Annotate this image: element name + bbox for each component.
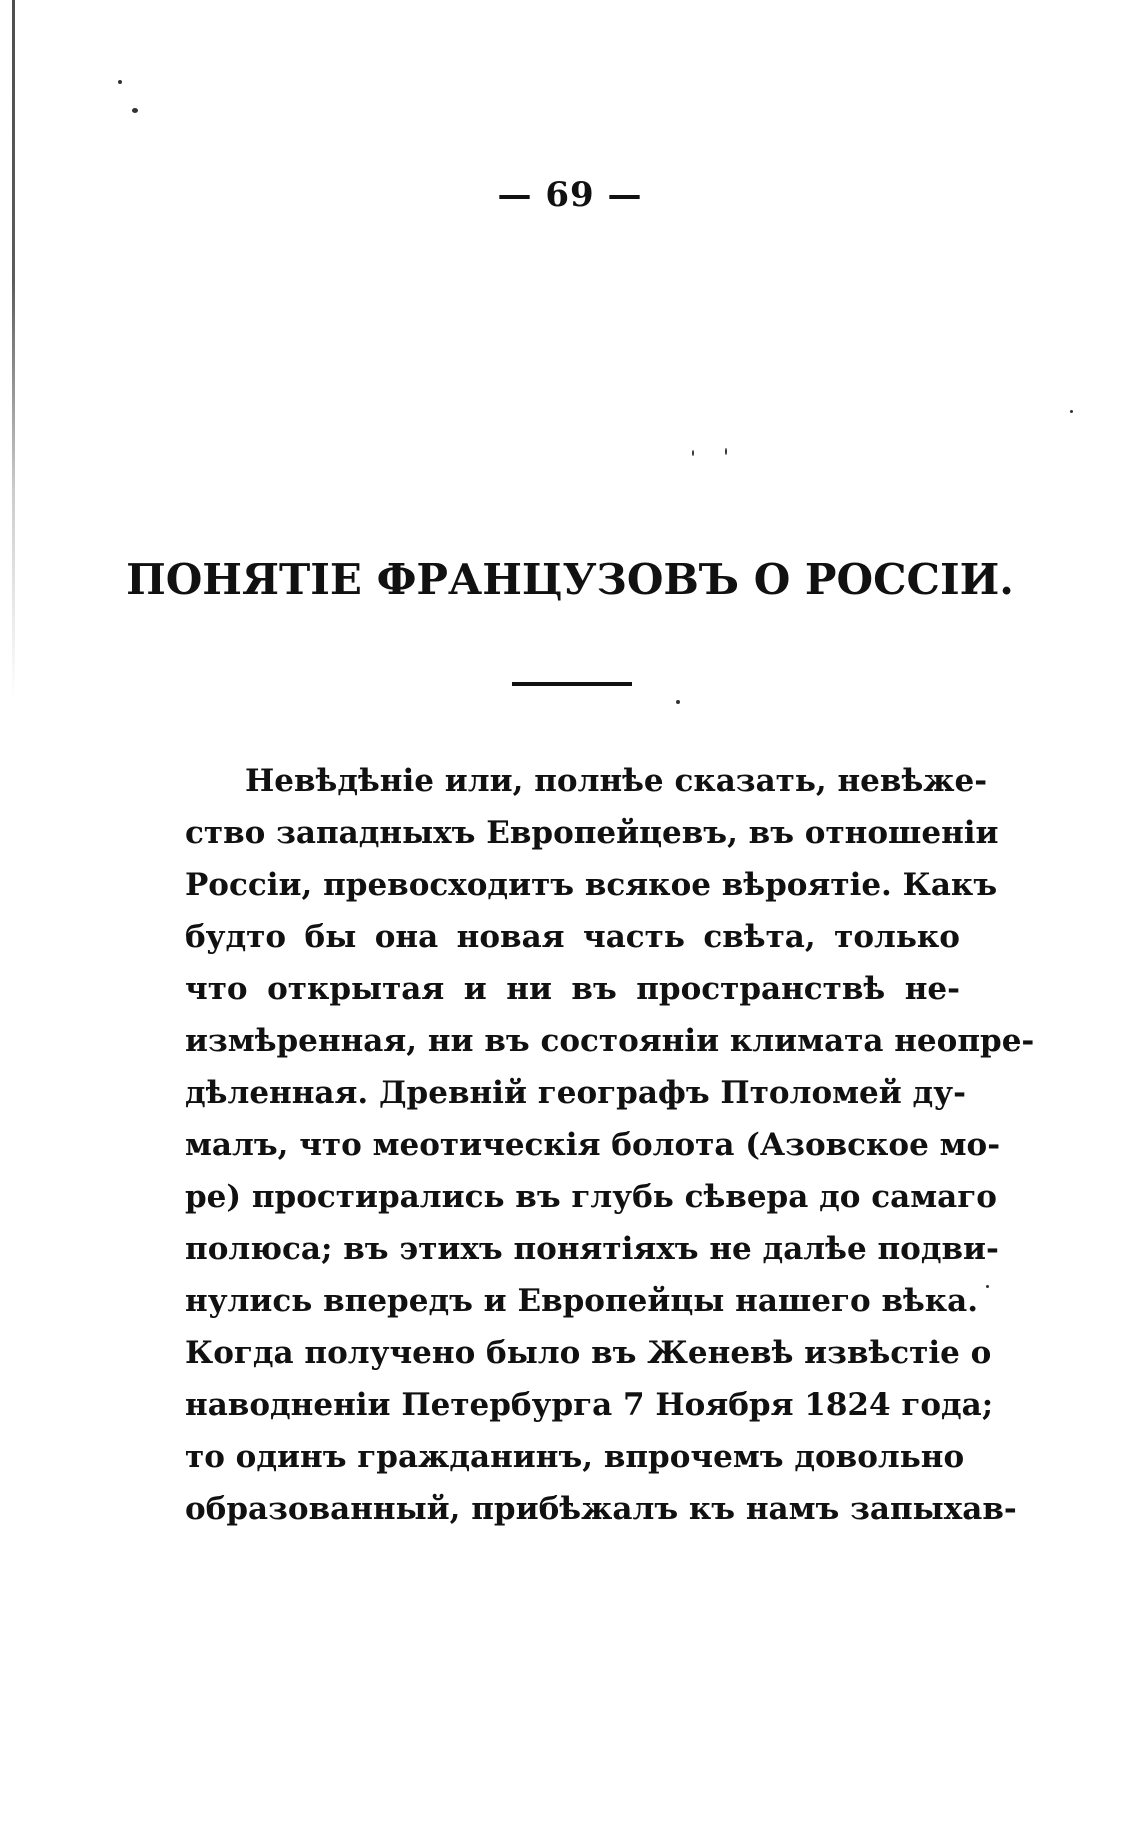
text-line: ре) простирались въ глубь сѣвера до самаго bbox=[185, 1179, 997, 1215]
body-paragraph bbox=[185, 755, 1035, 1535]
ink-speck bbox=[118, 80, 122, 84]
ink-speck bbox=[692, 450, 694, 456]
chapter-title: ПОНЯТІЕ ФРАНЦУЗОВЪ О РОССІИ. bbox=[126, 555, 1014, 604]
text-line: образованный, прибѣжалъ къ намъ запыхав- bbox=[185, 1491, 1017, 1527]
ink-speck bbox=[725, 448, 727, 455]
page-number: — 69 — bbox=[497, 175, 643, 215]
title-divider-rule bbox=[512, 682, 632, 686]
text-line: полюса; въ этихъ понятіяхъ не далѣе подви- bbox=[185, 1231, 999, 1267]
text-line: Когда получено было въ Женевѣ извѣстіе о bbox=[185, 1335, 992, 1371]
ink-speck bbox=[986, 1285, 989, 1288]
ink-speck bbox=[132, 108, 138, 113]
text-line: то одинъ гражданинъ, впрочемъ довольно bbox=[185, 1439, 965, 1475]
text-line: дѣленная. Древній географъ Птоломей ду- bbox=[185, 1075, 966, 1111]
text-line: нулись впередъ и Европейцы нашего вѣка. bbox=[185, 1283, 979, 1319]
text-line: Невѣдѣніе или, полнѣе сказать, невѣже- bbox=[245, 763, 988, 799]
ink-speck bbox=[676, 700, 680, 704]
text-line: малъ, что меотическія болота (Азовское мо- bbox=[185, 1127, 1001, 1163]
text-line: Россіи, превосходитъ всякое вѣроятіе. Какъ bbox=[185, 867, 998, 903]
text-line: ство западныхъ Европейцевъ, въ отношеніи bbox=[185, 815, 999, 851]
text-line: наводненіи Петербурга 7 Ноября 1824 года; bbox=[185, 1387, 994, 1423]
ink-speck bbox=[1070, 410, 1073, 413]
text-line: будто бы она новая часть свѣта, только bbox=[185, 919, 960, 955]
text-line: измѣренная, ни въ состояніи климата неопре- bbox=[185, 1023, 1035, 1059]
text-line: что открытая и ни въ пространствѣ не- bbox=[185, 971, 960, 1007]
